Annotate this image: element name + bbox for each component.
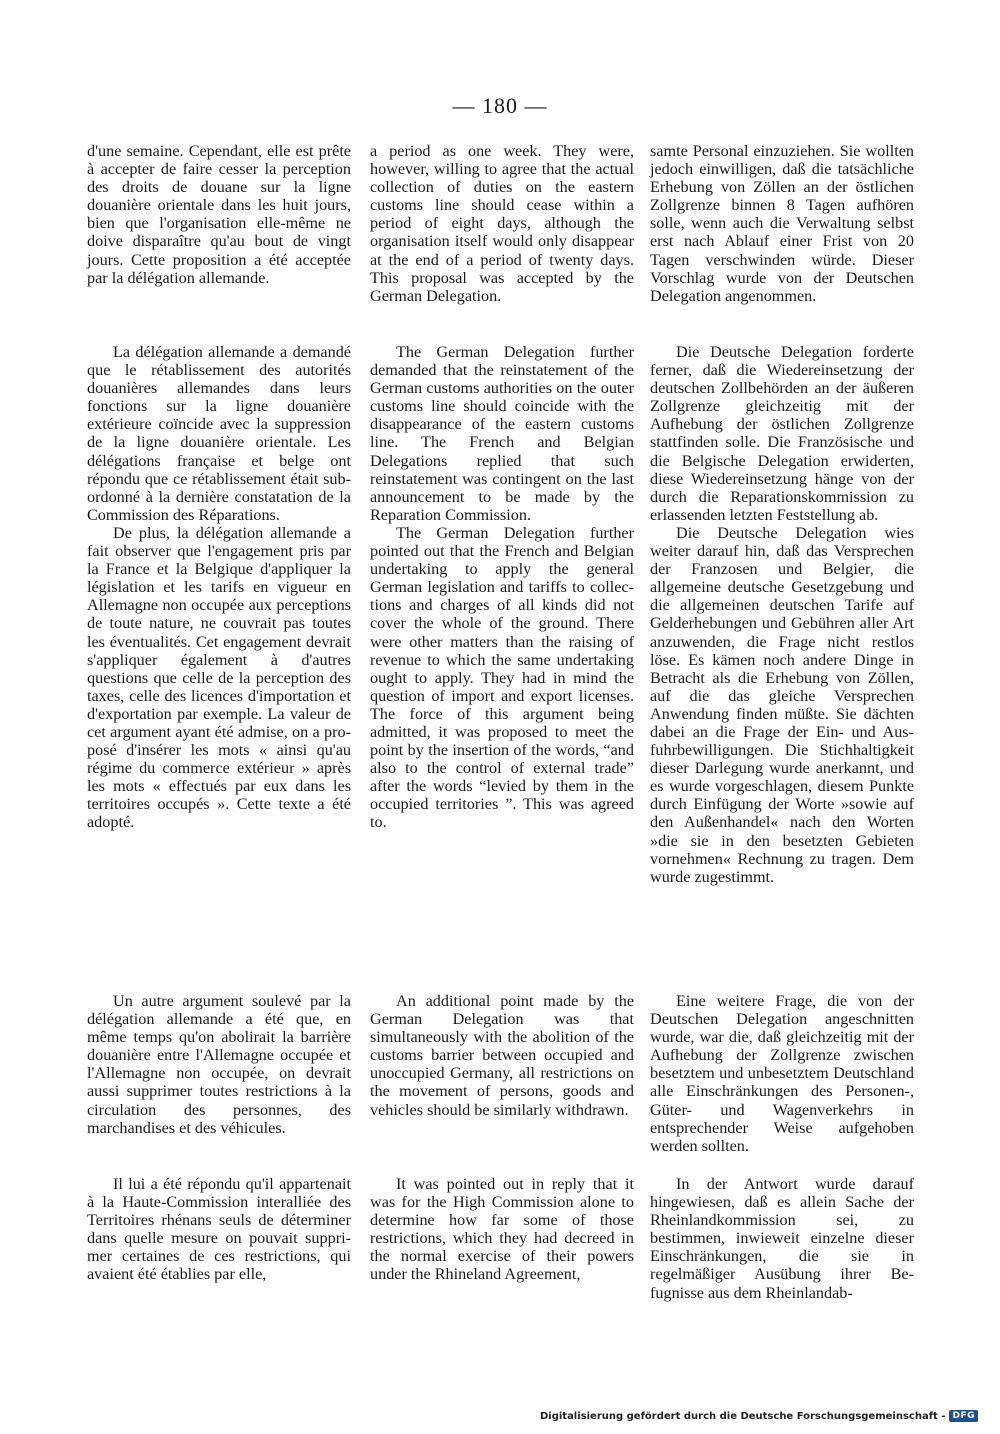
french-paragraph-1: d'une semaine. Cependant, elle est prête à accepter de faire cesser la perception des droits de douane sur la ligne douanière orientale dans les huit jours, bien que l'organisation elle-même ne doive disparaître qu'au bout de vingt jours. Cette proposition a été acceptée par la délégation allemande. <box>87 142 351 287</box>
column-french-2 <box>87 343 351 832</box>
column-french-4 <box>87 1175 351 1284</box>
french-paragraph-2: La délégation allemande a demandé que le rétablissement des autorités douanières allemandes dans leurs fonctions sur la ligne douanière extérieure coïncide avec la suppression de la ligne douanière orientale. Les délégations française et belge ont répondu que ce rétablissement était subordonné à la dernière constatation de la Commission des Réparations. <box>87 343 351 524</box>
page-number: — 180 — <box>452 93 548 118</box>
column-german-3 <box>650 992 914 1155</box>
footer-text: Digitalisierung gefördert durch die Deutsche Forschungsgemeinschaft - <box>539 1410 946 1422</box>
column-english-2 <box>370 343 634 832</box>
english-paragraph-2: The German Delegation further demanded that the reinstatement of the German customs authorities on the outer customs line should coincide with the disappearance of the eastern customs line. The French and Belgian Delegations replied that such reinstatement was contingent on the last announcement to be made by the Reparation Commission. <box>370 343 634 524</box>
german-paragraph-1: samte Personal einzuziehen. Sie wollten jedoch einwilligen, daß die tatsächliche Erhebung von Zöllen an der östlichen Zollgrenze binnen 8 Tagen aufhören solle, wenn auch die Verwaltung selbst erst nach Ablauf einer Frist von 20 Tagen verschwinden würde. Dieser Vorschlag wurde von der Deutschen Delegation angenommen. <box>650 142 914 305</box>
english-paragraph-3: The German Delegation further pointed out that the French and Belgian undertaking to apply the general German legislation and tariffs to collections and charges of all kinds did not cover the whole of the ground. There were other matters than the raising of revenue to which the same undertaking ought to apply. They had in mind the question of import and export licenses. The force of this argument being admitted, it was proposed to meet the point by the insertion of the words, “and also to the control of external trade” after the words “levied by them in the occupied territories ”. This was agreed to. <box>370 523 634 832</box>
column-german-4 <box>650 1175 914 1302</box>
column-german-2 <box>650 343 914 886</box>
french-paragraph-5: Il lui a été répondu qu'il appartenait à la Haute-Commission interalliée des Territoires rhénans seuls de déterminer dans quelle mesure on pouvait supprimer certaines de ces restrictions, qui avaient été établies par elle, <box>87 1175 351 1284</box>
german-paragraph-5: In der Antwort wurde darauf hingewiesen, daß es allein Sache der Rheinlandkommission sei, zu bestimmen, inwieweit einzelne dieser Einschränkungen, die sie in regelmäßiger Ausübung ihrer Befugnisse aus dem Rheinlandab- <box>650 1175 914 1302</box>
column-german <box>650 142 914 305</box>
column-english-3 <box>370 992 634 1119</box>
column-french-3 <box>87 992 351 1137</box>
english-paragraph-1: a period as one week. They were, however, willing to agree that the actual collection of duties on the eastern customs line should cease within a period of eight days, although the organisation itself would only disappear at the end of a period of twenty days. This proposal was accepted by the German Delegation. <box>370 142 634 305</box>
german-paragraph-4: Eine weitere Frage, die von der Deutschen Delegation angeschnitten wurde, war die, daß gleichzeitig mit der Aufhebung der Zollgrenze zwischen besetztem und unbesetztem Deutschland alle Einschränkungen des Personen-, Güter- und Wagenverkehrs in entsprechender Weise aufgehoben werden sollten. <box>650 992 914 1155</box>
english-paragraph-4: An additional point made by the German Delegation was that simultaneously with the abolition of the customs barrier between occupied and unoccupied Germany, all restrictions on the movement of persons, goods and vehicles should be similarly withdrawn. <box>370 992 634 1119</box>
column-english-4 <box>370 1175 634 1284</box>
column-english <box>370 142 634 305</box>
footer <box>540 1410 978 1422</box>
french-paragraph-4: Un autre argument soulevé par la délégation allemande a été que, en même temps qu'on abolirait la barrière douanière entre l'Allemagne occupée et l'Allemagne non occupée, on devrait aussi supprimer toutes restrictions à la circulation des personnes, des marchandises et des véhicules. <box>87 992 351 1137</box>
dfg-logo-icon: DFG <box>949 1410 978 1422</box>
german-paragraph-2: Die Deutsche Delegation forderte ferner, daß die Wiedereinsetzung der deutschen Zollbehörden an der äußeren Zollgrenze gleichzeitig mit der Aufhebung der östlichen Zollgrenze stattfinden solle. Die Französische und die Belgische Delegation erwiderten, diese Wiedereinsetzung hänge von der durch die Reparationskommission zu erlassenden letzten Feststellung ab. <box>650 343 914 524</box>
german-paragraph-3: Die Deutsche Delegation wies weiter darauf hin, daß das Versprechen der Franzosen und Belgier, die allgemeine deutsche Gesetzgebung und die allgemeinen deutschen Tarife auf Gelderhebungen und Gebühren aller Art anzuwenden, die Frage nicht restlos löse. Es kämen noch andere Dinge in Betracht als die Erhebung von Zöllen, auf die das gleiche Versprechen Anwendung finden müßte. Sie dächten dabei an die Frage der Ein- und Ausfuhrbewilligungen. Die Stichhaltigkeit dieser Darlegung wurde anerkannt, und es wurde vorgeschlagen, diesem Punkte durch Einfügung der Worte »sowie auf den Außenhandel« nach den Worten »die sie in den besetzten Gebieten vornehmen« Rechnung zu tragen. Dem wurde zugestimmt. <box>650 523 914 886</box>
english-paragraph-5: It was pointed out in reply that it was for the High Commission alone to determine how far some of those restrictions, which they had decreed in the normal exercise of their powers under the Rhineland Agreement, <box>370 1175 634 1284</box>
french-paragraph-3: De plus, la délégation allemande a fait observer que l'engagement pris par la France et la Belgique d'appliquer la législation et les tarifs en vigueur en Allemagne non occupée aux perceptions de toute nature, ne couvrait pas toutes les éventualités. Cet engagement devrait s'appliquer également à d'autres questions que celle de la perception des taxes, celle des licences d'importation et d'exportation par exemple. La valeur de cet argument ayant été admise, on a proposé d'insérer les mots « ainsi qu'au régime du commerce extérieur » après les mots « effectués par eux dans les territoires occupés ». Cette texte a été adopté. <box>87 523 351 832</box>
column-french <box>87 142 351 287</box>
